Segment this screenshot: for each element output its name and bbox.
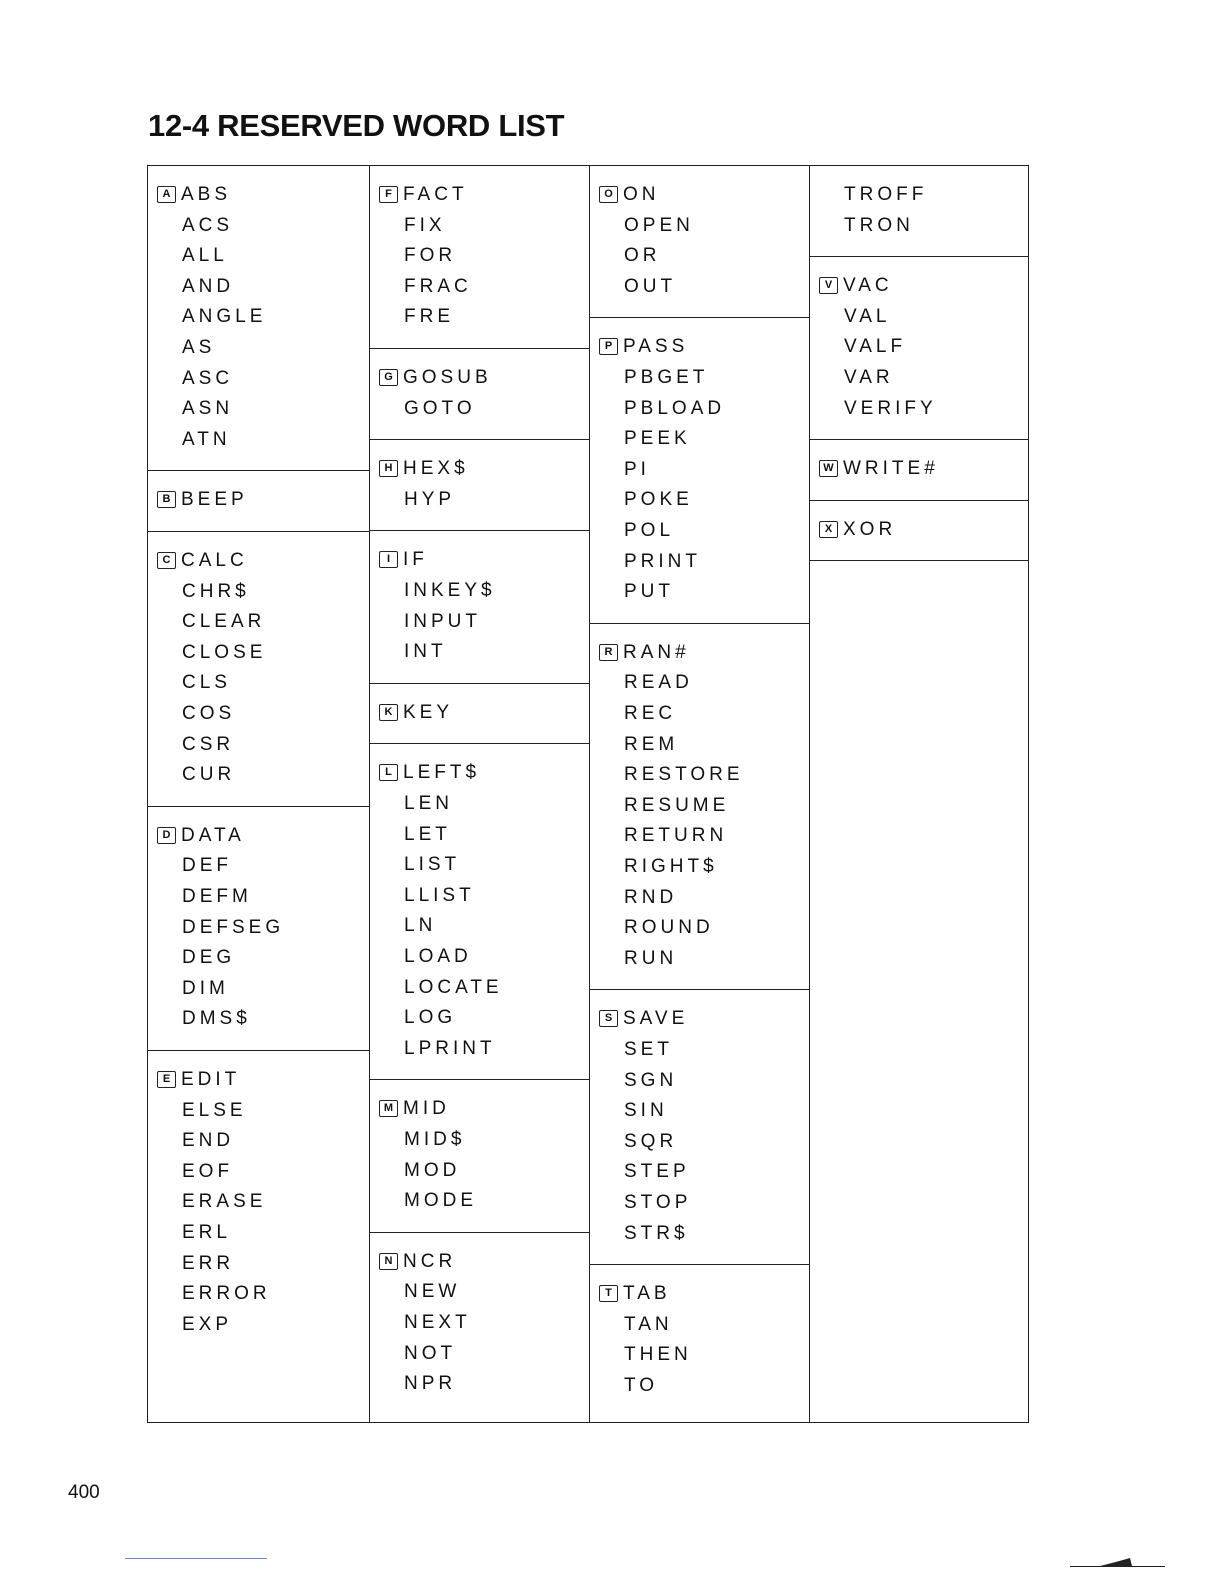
reserved-word: INKEY$ (404, 579, 496, 601)
reserved-word: NOT (404, 1342, 457, 1364)
reserved-word: MID$ (404, 1128, 466, 1150)
word-group (370, 531, 589, 683)
word-group (148, 166, 369, 471)
reserved-word: AS (182, 337, 216, 358)
reserved-word: REM (624, 733, 679, 755)
reserved-word: IF (403, 549, 428, 571)
reserved-word: RESUME (624, 794, 730, 816)
reserved-word: RUN (624, 947, 678, 969)
reserved-word: HEX$ (403, 458, 469, 480)
reserved-word: LOAD (404, 945, 472, 967)
reserved-word: CUR (182, 764, 236, 786)
letter-index-box: W (819, 460, 838, 477)
reserved-word: DEF (182, 855, 232, 877)
letter-index-box: V (819, 277, 838, 294)
reserved-word: TROFF (844, 184, 928, 205)
reserved-word: VAC (843, 275, 893, 297)
reserved-word: LOG (404, 1007, 457, 1029)
reserved-word: CLOSE (182, 641, 267, 663)
reserved-word: LEFT$ (403, 762, 481, 784)
reserved-word: ASN (182, 398, 234, 420)
reserved-word: NEXT (404, 1311, 471, 1333)
reserved-word: ERROR (182, 1283, 271, 1305)
reserved-word: SAVE (623, 1008, 689, 1030)
reserved-word: CSR (182, 733, 235, 755)
word-group (590, 166, 809, 318)
word-column (810, 166, 1028, 1422)
word-group (590, 624, 809, 991)
word-group (148, 471, 369, 532)
reserved-word: NEW (404, 1281, 461, 1303)
reserved-word: FRAC (404, 275, 472, 297)
reserved-word: ALL (182, 245, 228, 267)
reserved-word: LET (404, 823, 451, 845)
word-group (370, 1233, 589, 1422)
reserved-word: POKE (624, 489, 693, 511)
reserved-word: NPR (404, 1373, 457, 1395)
reserved-word: CHR$ (182, 580, 250, 602)
word-group (370, 744, 589, 1080)
word-group (370, 1080, 589, 1232)
reserved-word: OUT (624, 275, 677, 297)
letter-index-box: H (379, 460, 398, 477)
word-group (370, 166, 589, 349)
reserved-word: MOD (404, 1159, 461, 1181)
reserved-word: PBLOAD (624, 397, 726, 419)
reserved-word: PUT (624, 581, 674, 603)
letter-index-box: C (157, 552, 176, 569)
reserved-word: SGN (624, 1069, 678, 1091)
reserved-word: SQR (624, 1130, 678, 1152)
reserved-word: RIGHT$ (624, 855, 718, 877)
word-group (370, 684, 589, 745)
reserved-word: RAN# (623, 641, 690, 663)
reserved-word: XOR (843, 518, 897, 540)
word-group (810, 166, 1028, 257)
reserved-word: ROUND (624, 917, 714, 939)
reserved-word: LN (404, 915, 437, 937)
reserved-word: STR$ (624, 1222, 689, 1244)
word-group (148, 532, 369, 807)
reserved-word: DEFSEG (182, 916, 285, 938)
reserved-word: STEP (624, 1161, 690, 1183)
reserved-word: RETURN (624, 825, 728, 847)
reserved-word: NCR (403, 1250, 457, 1272)
reserved-word: TO (624, 1374, 659, 1396)
reserved-word: INT (404, 641, 447, 663)
reserved-word-table (147, 165, 1029, 1423)
reserved-word: FOR (404, 245, 457, 267)
reserved-word: VERIFY (844, 397, 937, 419)
reserved-word: FACT (403, 184, 468, 205)
letter-index-box: I (379, 551, 398, 568)
reserved-word: DEFM (182, 885, 252, 907)
reserved-word: VALF (844, 336, 907, 358)
word-column (590, 166, 810, 1422)
reserved-word: DMS$ (182, 1008, 251, 1030)
word-group (590, 1265, 809, 1422)
word-group (810, 257, 1028, 440)
reserved-word: LOCATE (404, 976, 503, 998)
word-group (148, 807, 369, 1051)
reserved-word: PI (624, 458, 650, 480)
word-group (590, 318, 809, 623)
reserved-word: LEN (404, 792, 453, 814)
reserved-word: BEEP (181, 489, 248, 511)
word-group (810, 440, 1028, 501)
reserved-word: SIN (624, 1100, 668, 1122)
word-column (370, 166, 590, 1422)
letter-index-box: R (599, 644, 618, 661)
reserved-word: AND (182, 275, 235, 297)
letter-index-box: B (157, 491, 176, 508)
letter-index-box: E (157, 1071, 176, 1088)
page-title: 12-4 RESERVED WORD LIST (148, 108, 565, 143)
reserved-word: MID (403, 1098, 450, 1120)
reserved-word: LIST (404, 854, 461, 876)
letter-index-box: P (599, 338, 618, 355)
reserved-word: TRON (844, 214, 914, 236)
reserved-word: TAB (623, 1283, 671, 1305)
page-number: 400 (68, 1482, 100, 1503)
reserved-word: ABS (181, 184, 232, 205)
letter-index-box: F (379, 186, 398, 203)
reserved-word: CLS (182, 672, 231, 694)
reserved-word: ERL (182, 1222, 231, 1243)
reserved-word: PASS (623, 336, 689, 358)
reserved-word: LLIST (404, 884, 475, 906)
reserved-word: ACS (182, 214, 234, 236)
reserved-word: FIX (404, 214, 446, 236)
reserved-word: OPEN (624, 214, 694, 236)
reserved-word: REC (624, 702, 677, 724)
reserved-word: END (182, 1130, 235, 1152)
reserved-word: ASC (182, 367, 234, 389)
reserved-word: COS (182, 703, 236, 724)
letter-index-box: O (599, 186, 618, 203)
reserved-word: EDIT (181, 1069, 241, 1090)
reserved-word: PRINT (624, 550, 701, 572)
reserved-word: GOTO (404, 397, 476, 419)
reserved-word: POL (624, 519, 675, 541)
reserved-word: TAN (624, 1313, 673, 1335)
reserved-word: GOSUB (403, 367, 492, 388)
word-group (370, 440, 589, 531)
word-group (590, 990, 809, 1265)
corner-mark (1070, 1555, 1165, 1567)
reserved-word: ON (623, 184, 660, 205)
reserved-word: STOP (624, 1191, 692, 1213)
reserved-word: READ (624, 672, 693, 694)
letter-index-box: G (379, 369, 398, 386)
reserved-word: PEEK (624, 428, 691, 450)
letter-index-box: S (599, 1010, 618, 1027)
reserved-word: INPUT (404, 610, 481, 632)
letter-index-box: K (379, 704, 398, 721)
word-group (370, 349, 589, 440)
reserved-word: CLEAR (182, 611, 266, 633)
reserved-word: EXP (182, 1313, 233, 1335)
word-column (148, 166, 370, 1422)
reserved-word: RND (624, 886, 678, 908)
reserved-word: ERR (182, 1252, 235, 1274)
reserved-word: OR (624, 245, 661, 267)
reserved-word: EOF (182, 1160, 234, 1182)
letter-index-box: A (157, 186, 176, 203)
reserved-word: VAR (844, 366, 894, 388)
reserved-word: WRITE# (843, 458, 939, 480)
reserved-word: DATA (181, 824, 245, 846)
reserved-word: FRE (404, 306, 454, 328)
letter-index-box: L (379, 764, 398, 781)
letter-index-box: M (379, 1100, 398, 1117)
reserved-word: LPRINT (404, 1037, 496, 1059)
reserved-word: HYP (404, 488, 456, 510)
reserved-word: ANGLE (182, 306, 267, 328)
word-group (810, 501, 1028, 562)
footer-rule (125, 1558, 267, 1559)
reserved-word: VAL (844, 305, 891, 327)
reserved-word: ELSE (182, 1099, 247, 1121)
reserved-word: DIM (182, 977, 229, 999)
reserved-word: SET (624, 1038, 673, 1060)
reserved-word: CALC (181, 550, 248, 571)
reserved-word: RESTORE (624, 764, 744, 786)
reserved-word: THEN (624, 1344, 692, 1366)
letter-index-box: X (819, 521, 838, 538)
word-group (148, 1051, 369, 1422)
reserved-word: DEG (182, 947, 236, 969)
reserved-word: PBGET (624, 366, 709, 388)
letter-index-box: T (599, 1285, 618, 1302)
letter-index-box: N (379, 1253, 398, 1270)
letter-index-box: D (157, 827, 176, 844)
reserved-word: ATN (182, 428, 231, 450)
reserved-word: MODE (404, 1190, 477, 1212)
reserved-word: ERASE (182, 1191, 267, 1213)
reserved-word: KEY (403, 701, 454, 723)
